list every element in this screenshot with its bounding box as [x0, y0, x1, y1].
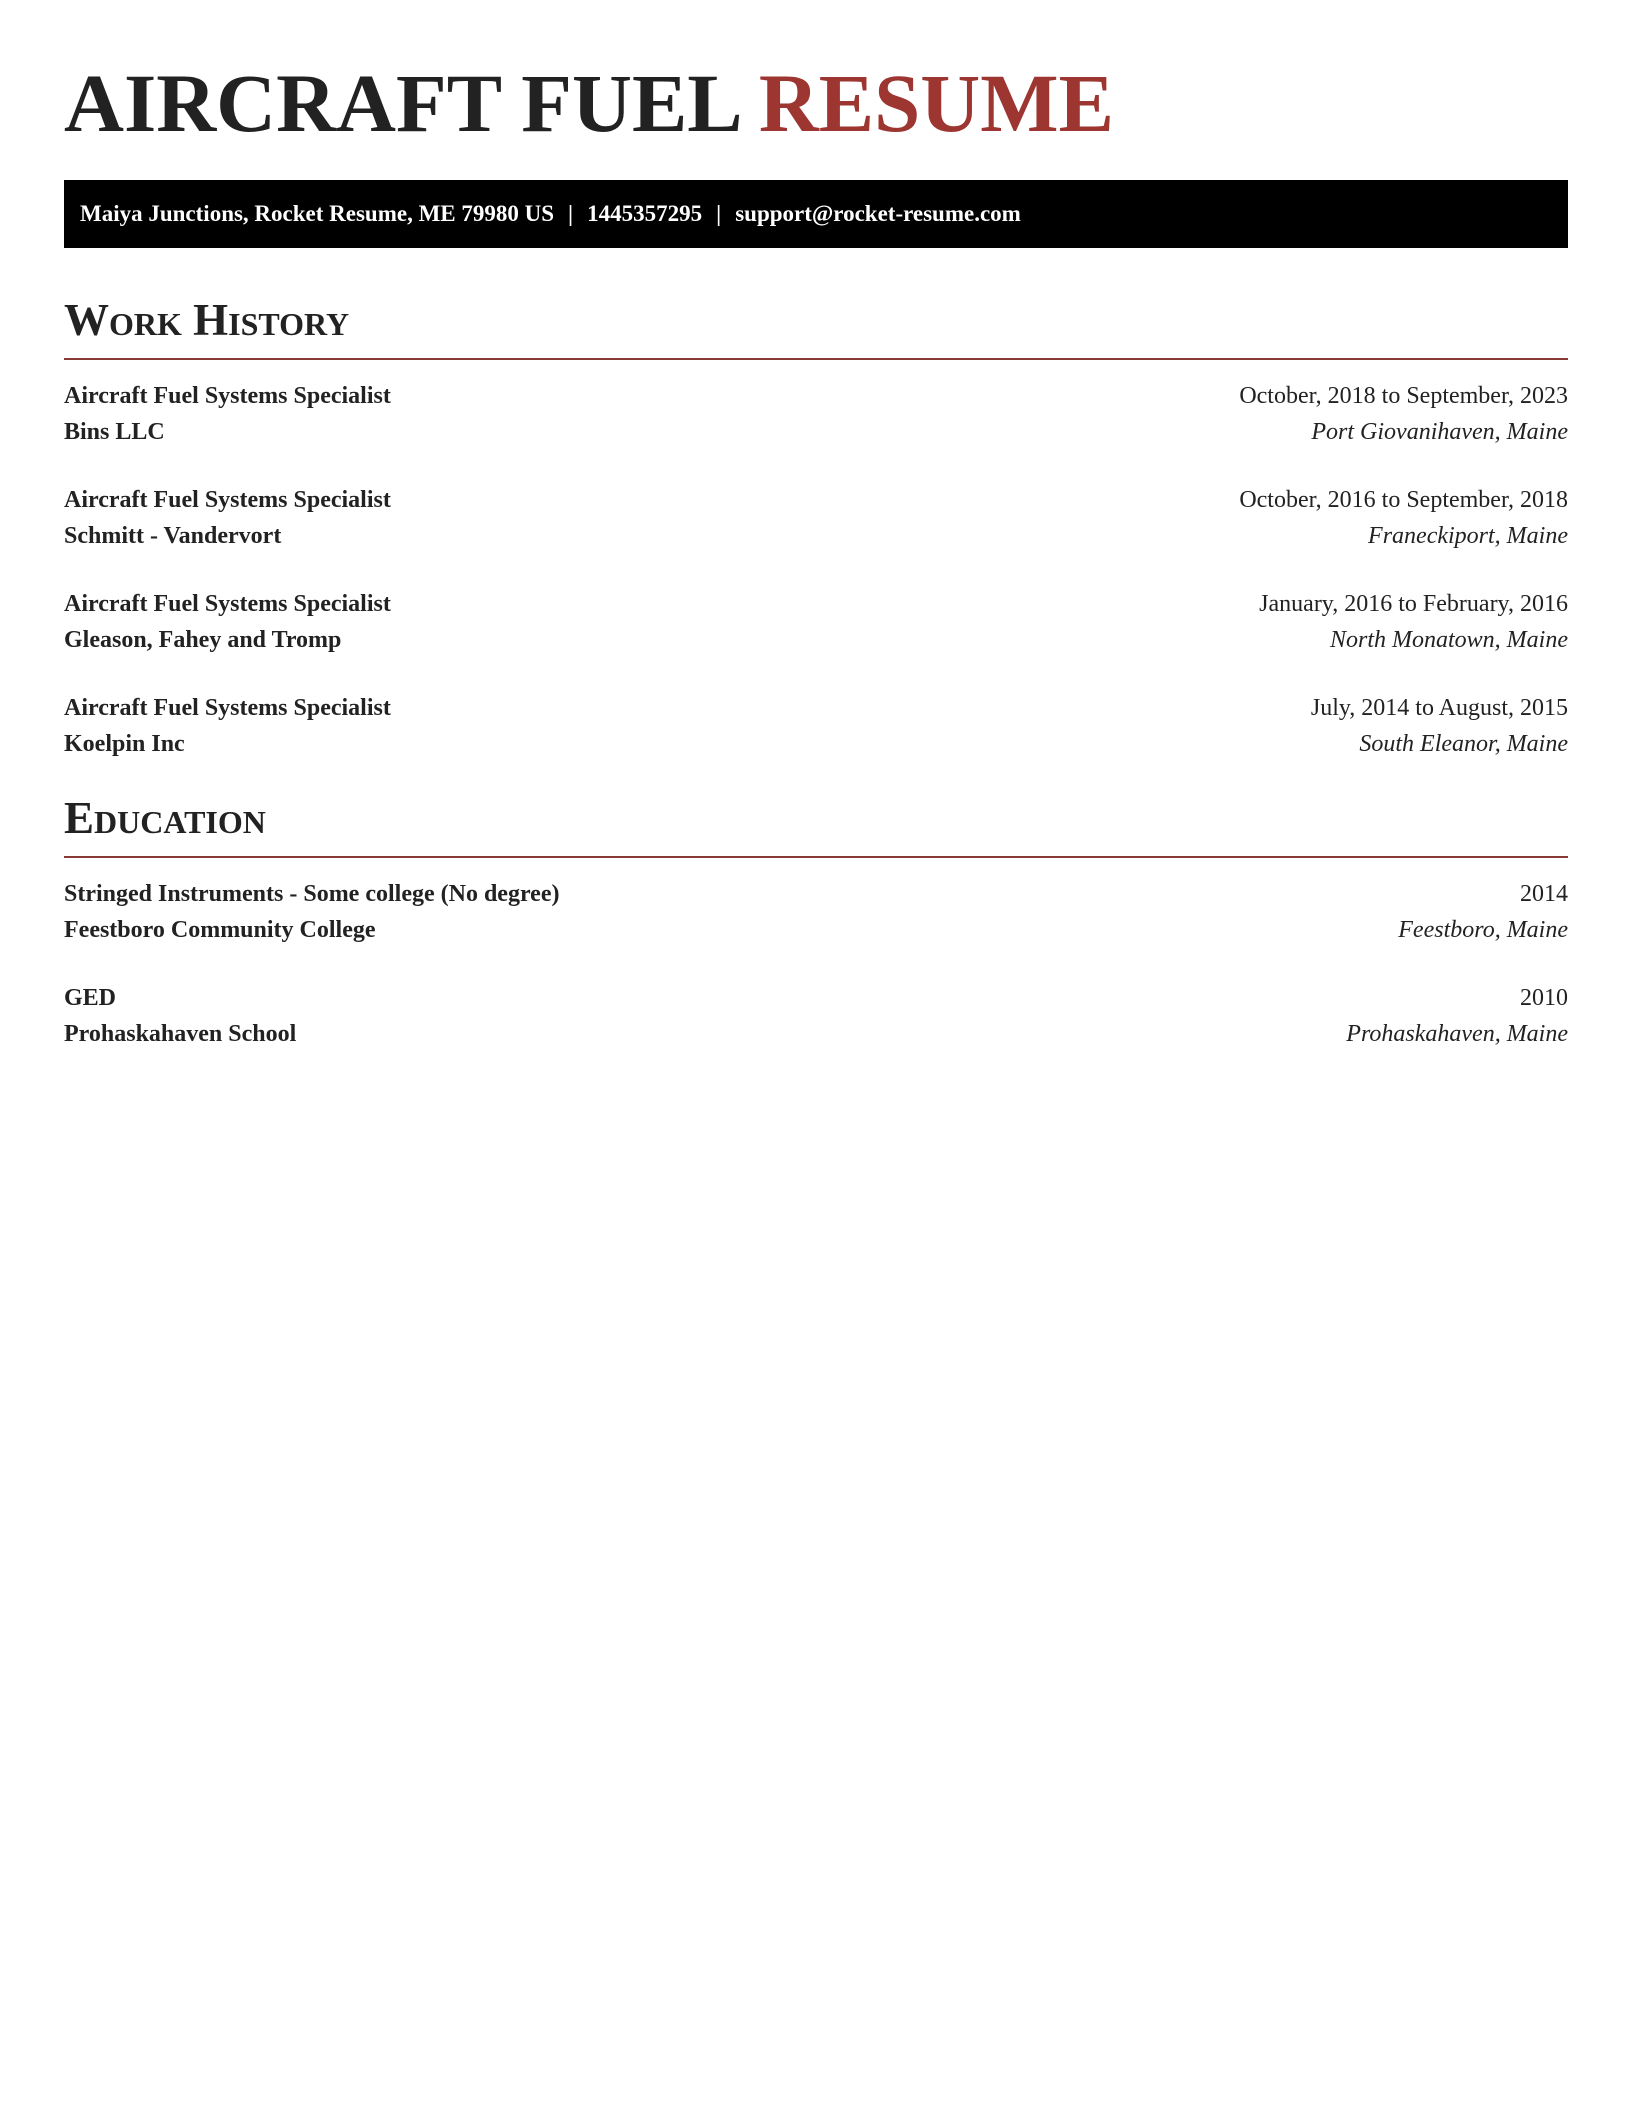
job-company: Bins LLC: [64, 419, 165, 445]
resume-title: [64, 0, 1568, 152]
job-location: Franeckiport, Maine: [1368, 523, 1568, 549]
job-dates: July, 2014 to August, 2015: [1310, 695, 1568, 721]
job-title: Aircraft Fuel Systems Specialist: [64, 695, 391, 721]
job-company: Koelpin Inc: [64, 731, 185, 757]
contact-email: support@rocket-resume.com: [735, 201, 1021, 226]
work-entry: [64, 378, 1568, 450]
education-heading: Education: [64, 790, 1568, 858]
job-title: Aircraft Fuel Systems Specialist: [64, 591, 391, 617]
job-dates: January, 2016 to February, 2016: [1259, 591, 1568, 617]
education-year: 2014: [1520, 881, 1568, 907]
degree: GED: [64, 985, 117, 1011]
job-location: South Eleanor, Maine: [1359, 731, 1568, 757]
contact-phone: 1445357295: [587, 201, 703, 226]
contact-separator: |: [568, 201, 574, 226]
job-location: North Monatown, Maine: [1330, 627, 1568, 653]
education-list: [64, 876, 1568, 1052]
work-entry: [64, 482, 1568, 554]
contact-bar: [64, 180, 1568, 248]
school-location: Feestboro, Maine: [1398, 917, 1568, 943]
contact-separator: |: [716, 201, 722, 226]
job-dates: October, 2016 to September, 2018: [1239, 487, 1568, 513]
job-dates: October, 2018 to September, 2023: [1239, 383, 1568, 409]
work-history-heading: Work History: [64, 292, 1568, 360]
job-company: Gleason, Fahey and Tromp: [64, 627, 342, 653]
education-entry: [64, 876, 1568, 948]
work-entry: [64, 586, 1568, 658]
work-entry: [64, 690, 1568, 762]
school-name: Prohaskahaven School: [64, 1021, 297, 1047]
education-year: 2010: [1520, 985, 1568, 1011]
contact-address: Maiya Junctions, Rocket Resume, ME 79980 US: [80, 201, 555, 226]
degree: Stringed Instruments - Some college (No degree): [64, 881, 560, 907]
education-entry: [64, 980, 1568, 1052]
school-location: Prohaskahaven, Maine: [1346, 1021, 1568, 1047]
work-history-list: [64, 378, 1568, 762]
school-name: Feestboro Community College: [64, 917, 376, 943]
title-main: AIRCRAFT FUEL: [64, 57, 739, 149]
job-title: Aircraft Fuel Systems Specialist: [64, 383, 391, 409]
job-title: Aircraft Fuel Systems Specialist: [64, 487, 391, 513]
job-location: Port Giovanihaven, Maine: [1311, 419, 1568, 445]
job-company: Schmitt - Vandervort: [64, 523, 282, 549]
title-accent: RESUME: [758, 57, 1114, 149]
